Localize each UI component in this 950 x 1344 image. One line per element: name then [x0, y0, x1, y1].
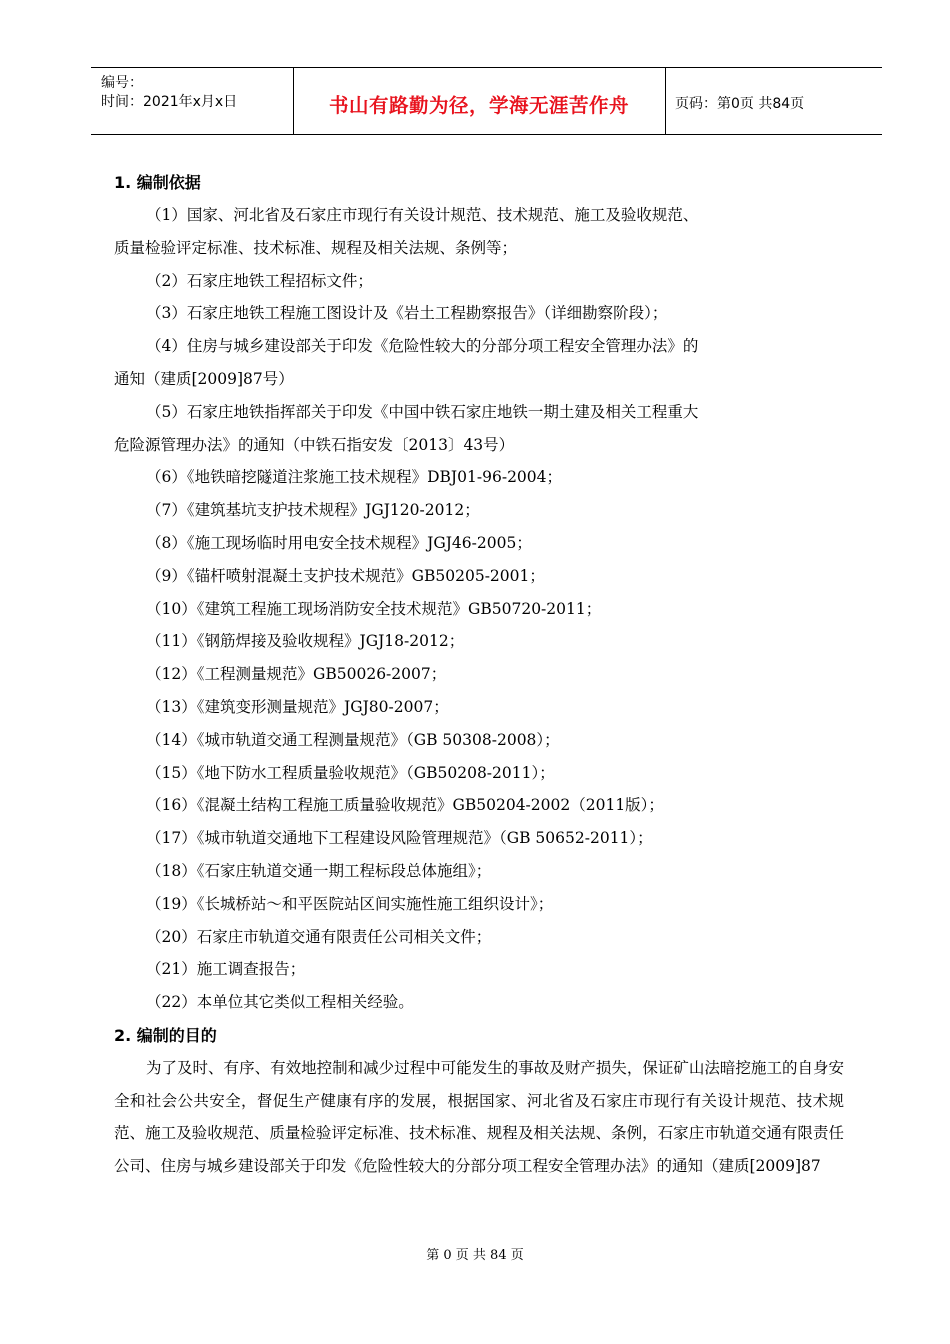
list-item: （4）住房与城乡建设部关于印发《危险性较大的分部分项工程安全管理办法》的: [146, 337, 699, 356]
list-item: （22）本单位其它类似工程相关经验。: [146, 993, 414, 1012]
list-item: （20）石家庄市轨道交通有限责任公司相关文件；: [146, 927, 492, 946]
list-item-continuation: 危险源管理办法》的通知（中铁石指安发〔2013〕43号）: [114, 435, 515, 454]
list-item: （10）《建筑工程施工现场消防安全技术规范》GB50720-2011；: [146, 599, 602, 618]
list-item: （17）《城市轨道交通地下工程建设风险管理规范》（GB 50652-2011）；: [146, 829, 653, 848]
purpose-paragraph: 为了及时、有序、有效地控制和减少过程中可能发生的事故及财产损失，保证矿山法暗挖施工的自身安全和社会公共安全，督促生产健康有序的发展，根据国家、河北省及石家庄市现行有关设计规范、技术规范、施工及验收规范、质量检验评定标准、技术标准、规程及相关法规、条例，石家庄市轨道交通有限责任公司、住房与城乡建设部关于印发《危险性较大的分部分项工程安全管理办法》的通知（建质[2009]87: [114, 1058, 844, 1175]
list-item: （1）国家、河北省及石家庄市现行有关设计规范、技术规范、施工及验收规范、: [146, 206, 699, 224]
list-item: （2）石家庄地铁工程招标文件；: [146, 271, 373, 290]
header-page-cell: [665, 68, 882, 134]
list-item: （12）《工程测量规范》GB50026-2007；: [146, 665, 447, 684]
list-item: （18）《石家庄轨道交通一期工程标段总体施组》；: [146, 861, 492, 880]
list-item: （3）石家庄地铁工程施工图设计及《岩土工程勘察报告》（详细勘察阶段）；: [146, 304, 668, 323]
motto-text: 书山有路勤为径，学海无涯苦作舟: [328, 94, 629, 117]
list-item: （9）《锚杆喷射混凝土支护技术规范》GB50205-2001；: [146, 566, 545, 585]
list-item: （7）《建筑基坑支护技术规程》JGJ120-2012；: [146, 501, 480, 520]
list-item: （8）《施工现场临时用电安全技术规程》JGJ46-2005；: [146, 533, 532, 552]
list-item: （6）《地铁暗挖隧道注浆施工技术规程》DBJ01-96-2004；: [146, 468, 563, 487]
page-info: 页码：第0页 共84页: [675, 96, 805, 112]
list-item: （11）《钢筋焊接及验收规程》JGJ18-2012；: [146, 632, 465, 651]
list-item-continuation: 通知（建质[2009]87号）: [114, 369, 294, 388]
page-footer: 第 0 页 共 84 页: [426, 1248, 524, 1263]
list-item-continuation: 质量检验评定标准、技术标准、规程及相关法规、条例等；: [114, 238, 518, 257]
header-left-cell: [91, 68, 294, 134]
page-header: [91, 67, 882, 135]
doc-number-label: 编号：: [101, 75, 143, 91]
list-item: （14）《城市轨道交通工程测量规范》（GB 50308-2008）；: [146, 730, 560, 749]
list-item: （15）《地下防水工程质量验收规范》（GB50208-2011）；: [146, 763, 555, 782]
section-heading: 2. 编制的目的: [114, 1025, 217, 1045]
list-item: （21）施工调查报告；: [146, 960, 306, 979]
list-item: （19）《长城桥站～和平医院站区间实施性施工组织设计》；: [146, 894, 554, 913]
header-motto-cell: [293, 68, 666, 134]
section-heading: 1. 编制依据: [114, 173, 201, 192]
document-body: [114, 166, 844, 1182]
list-item: （16）《混凝土结构工程施工质量验收规范》GB50204-2002（2011版）；: [146, 796, 664, 815]
basis-list: [114, 199, 844, 1019]
list-item: （5）石家庄地铁指挥部关于印发《中国中铁石家庄地铁一期土建及相关工程重大: [146, 402, 699, 421]
list-item: （13）《建筑变形测量规范》JGJ80-2007；: [146, 697, 449, 716]
doc-date: 时间：2021年x月x日: [101, 94, 238, 110]
